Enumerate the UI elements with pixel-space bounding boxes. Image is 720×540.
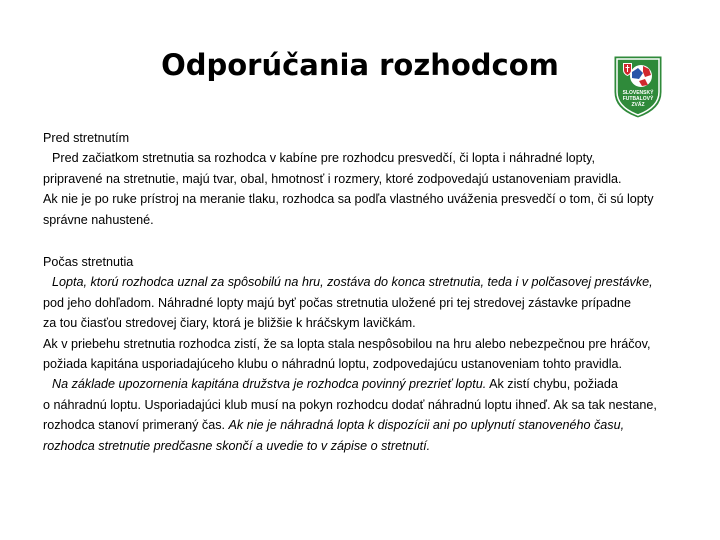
section-pocas-stretnutia (43, 252, 693, 456)
section-pred-stretnutim (43, 128, 693, 230)
section-heading: Počas stretnutia (43, 255, 134, 270)
italic-text: Na základe upozornenia kapitána družstva je rozhodca povinný prezrieť loptu. (52, 377, 487, 392)
paragraph-line: Lopta, ktorú rozhodca uznal za spôsobilú na hru, zostáva do konca stretnutia, teda i v polčasovej prestávke, (52, 275, 653, 290)
paragraph-line: o náhradnú loptu. Usporiadajúci klub musí na pokyn rozhodcu dodať náhradnú loptu ihneď. Ak sa tak nestane, (43, 397, 657, 412)
sfz-logo (610, 54, 666, 120)
paragraph-line: rozhodca stretnutie predčasne skončí a uvedie to v zápise o stretnutí. (43, 438, 431, 453)
paragraph-line (43, 374, 693, 394)
paragraph-line: za tou čiasťou stredovej čiary, ktorá je bližšie k hráčskym lavičkám. (43, 316, 416, 331)
paragraph-line: požiada kapitána usporiadajúceho klubu o náhradnú loptu, zodpovedajúcu ustanoveniam tohto pravidla. (43, 357, 623, 372)
paragraph-line: Pred začiatkom stretnutia sa rozhodca v kabíne pre rozhodcu presvedčí, či lopta i náhradné lopty, (52, 151, 595, 166)
section-heading: Pred stretnutím (43, 131, 130, 145)
page-title: Odporúčania rozhodcom (161, 48, 559, 82)
paragraph-line: pripravené na stretnutie, majú tvar, obal, hmotnosť i rozmery, ktoré zodpovedajú ustanoveniam pravidla. (43, 171, 622, 186)
paragraph-line: správne nahustené. (43, 212, 154, 227)
normal-text: Ak zistí chybu, požiada (486, 377, 618, 392)
italic-text: Ak nie je náhradná lopta k dispozícii ani po uplynutí stanoveného času, (228, 418, 625, 433)
normal-text: rozhodca stanoví primeraný čas. (43, 418, 229, 433)
logo-text-line-3: ZVÄZ (631, 102, 645, 108)
paragraph-line: Ak v priebehu stretnutia rozhodca zistí, že sa lopta stala nespôsobilou na hru alebo nebezpečnou pre hráčov, (43, 336, 651, 351)
paragraph-line: Ak nie je po ruke prístroj na meranie tlaku, rozhodca sa podľa vlastného uváženia presvedčí o tom, či sú lopty (43, 192, 654, 207)
logo-text-line-2: FUTBALOVÝ (622, 96, 654, 102)
logo-text-line-1: SLOVENSKÝ (622, 90, 654, 96)
paragraph-line (43, 415, 693, 435)
document-body (43, 128, 693, 478)
paragraph-line: pod jeho dohľadom. Náhradné lopty majú byť počas stretnutia uložené pri tej stredovej zástavke prípadne (43, 295, 632, 310)
